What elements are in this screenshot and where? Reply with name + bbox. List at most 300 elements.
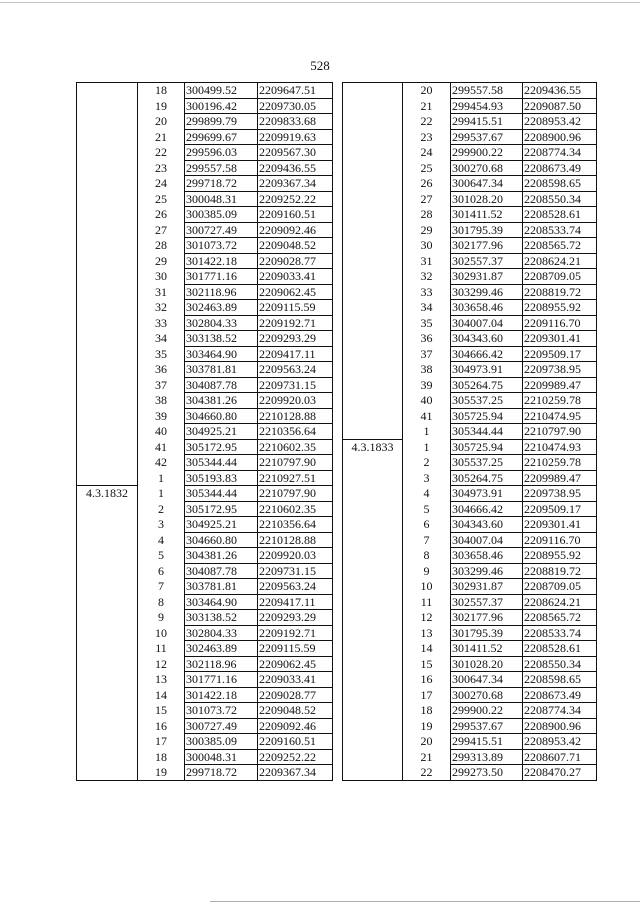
coordinates-table-right: [342, 82, 597, 781]
x-coordinate-cell: 302118.96: [185, 656, 258, 672]
x-coordinate-cell: 300727.49: [185, 718, 258, 734]
x-coordinate-cell: 300499.52: [185, 83, 258, 99]
table-row: [77, 641, 333, 657]
table-row: [77, 610, 333, 626]
point-number-cell: 38: [155, 393, 167, 407]
x-coordinate-cell: 304087.78: [185, 563, 258, 579]
point-number-cell: 30: [420, 238, 433, 252]
x-coordinate-cell: 305725.94: [451, 439, 523, 455]
table-row: [77, 331, 333, 347]
x-coordinate-cell: 299537.67: [451, 718, 523, 734]
point-number-cell: 29: [155, 253, 167, 268]
x-coordinate-cell: 303658.46: [451, 300, 523, 316]
table-row: [343, 98, 597, 114]
y-coordinate-cell: 2208673.49: [523, 160, 597, 176]
point-number-cell: 41: [155, 439, 167, 454]
table-row: [343, 486, 597, 502]
section-cell: [343, 455, 403, 471]
x-coordinate-cell: 301411.52: [451, 641, 523, 657]
x-coordinate-cell: 299313.89: [451, 749, 523, 765]
x-coordinate-cell: 303299.46: [451, 563, 523, 579]
section-cell: [343, 160, 403, 176]
table-row: [77, 625, 333, 641]
section-cell: [343, 424, 403, 440]
point-number-cell: 23: [155, 160, 167, 175]
section-cell: [77, 749, 138, 765]
section-cell: [343, 579, 403, 595]
point-number-cell: 5: [423, 501, 430, 516]
section-cell: [343, 749, 403, 765]
y-coordinate-cell: 2209563.24: [258, 579, 333, 595]
x-coordinate-cell: 303138.52: [185, 610, 258, 626]
table-row: [343, 455, 597, 471]
section-cell: [343, 284, 403, 300]
point-number-cell: 26: [155, 207, 167, 221]
y-coordinate-cell: 2209116.70: [523, 532, 597, 548]
section-cell: [343, 610, 403, 626]
section-cell: [77, 393, 138, 409]
table-row: [343, 470, 597, 486]
x-coordinate-cell: 299557.58: [451, 83, 523, 99]
y-coordinate-cell: 2208955.92: [523, 300, 597, 316]
table-row: [343, 83, 597, 99]
table-row: [343, 718, 597, 734]
point-number-cell: 37: [420, 346, 433, 361]
section-cell: [77, 734, 138, 750]
table-row: [77, 734, 333, 750]
x-coordinate-cell: 305344.44: [185, 486, 258, 502]
section-cell: [343, 563, 403, 579]
point-number-cell: 18: [420, 703, 433, 717]
point-number-cell: 6: [158, 563, 164, 578]
y-coordinate-cell: 2208528.61: [523, 641, 597, 657]
point-number-cell: 6: [423, 517, 430, 531]
section-cell: [77, 439, 138, 455]
table-row: [77, 377, 333, 393]
section-cell: [343, 594, 403, 610]
y-coordinate-cell: 2208955.92: [523, 548, 597, 564]
section-cell: [77, 300, 138, 316]
point-number-cell: 8: [158, 594, 164, 609]
section-cell: [343, 486, 403, 502]
section-cell: [343, 238, 403, 254]
x-coordinate-cell: 301795.39: [451, 222, 523, 238]
x-coordinate-cell: 303299.46: [451, 284, 523, 300]
y-coordinate-cell: 2209509.17: [523, 501, 597, 517]
y-coordinate-cell: 2209989.47: [523, 470, 597, 486]
table-row: [343, 641, 597, 657]
x-coordinate-cell: 304007.04: [451, 315, 523, 331]
section-cell: [77, 222, 138, 238]
table-row: [343, 703, 597, 719]
section-cell: [343, 625, 403, 641]
y-coordinate-cell: 2210797.90: [258, 455, 333, 471]
point-number-cell: 40: [155, 424, 167, 438]
point-number-cell: 19: [420, 718, 433, 733]
section-cell: [343, 331, 403, 347]
y-coordinate-cell: 2208470.27: [523, 765, 597, 781]
y-coordinate-cell: 2208673.49: [523, 687, 597, 703]
point-number-cell: 32: [420, 269, 433, 283]
y-coordinate-cell: 2209028.77: [258, 687, 333, 703]
point-number-cell: 31: [420, 253, 433, 268]
section-cell: [77, 83, 138, 99]
x-coordinate-cell: 305725.94: [451, 408, 523, 424]
point-number-cell: 12: [420, 610, 433, 624]
y-coordinate-cell: 2210128.88: [258, 532, 333, 548]
table-row: [343, 346, 597, 362]
table-row: [343, 253, 597, 269]
section-cell: [77, 191, 138, 207]
section-cell: [77, 470, 138, 486]
table-row: [343, 424, 597, 440]
x-coordinate-cell: 299557.58: [185, 160, 258, 176]
x-coordinate-cell: 305537.25: [451, 455, 523, 471]
y-coordinate-cell: 2210927.51: [258, 470, 333, 486]
section-cell: [343, 83, 403, 99]
section-cell: [77, 563, 138, 579]
y-coordinate-cell: 2208774.34: [523, 703, 597, 719]
section-cell: [77, 703, 138, 719]
table-row: [343, 300, 597, 316]
section-cell: [77, 532, 138, 548]
table-row: [77, 656, 333, 672]
y-coordinate-cell: 2210602.35: [258, 501, 333, 517]
point-number-cell: 10: [420, 579, 433, 593]
x-coordinate-cell: 301422.18: [185, 253, 258, 269]
y-coordinate-cell: 2210474.93: [523, 439, 597, 455]
x-coordinate-cell: 303464.90: [185, 594, 258, 610]
section-cell: [77, 501, 138, 517]
scan-edge-line-bottom: [210, 901, 640, 902]
x-coordinate-cell: 302931.87: [451, 579, 523, 595]
table-row: [343, 129, 597, 145]
y-coordinate-cell: 2208953.42: [523, 114, 597, 130]
x-coordinate-cell: 299899.79: [185, 114, 258, 130]
section-cell: [77, 315, 138, 331]
y-coordinate-cell: 2209033.41: [258, 269, 333, 285]
x-coordinate-cell: 305537.25: [451, 393, 523, 409]
section-cell: [77, 594, 138, 610]
table-row: [343, 393, 597, 409]
point-number-cell: 28: [155, 238, 167, 252]
point-number-cell: 20: [155, 114, 167, 128]
y-coordinate-cell: 2209062.45: [258, 656, 333, 672]
table-row: [77, 486, 333, 502]
table-row: [77, 594, 333, 610]
section-cell: [343, 641, 403, 657]
point-number-cell: 41: [420, 408, 433, 423]
x-coordinate-cell: 303464.90: [185, 346, 258, 362]
point-number-cell: 13: [155, 672, 167, 686]
table-row: [343, 501, 597, 517]
table-row: [77, 455, 333, 471]
y-coordinate-cell: 2209730.05: [258, 98, 333, 114]
table-row: [343, 238, 597, 254]
table-row: [343, 625, 597, 641]
x-coordinate-cell: 304660.80: [185, 408, 258, 424]
x-coordinate-cell: 302804.33: [185, 625, 258, 641]
y-coordinate-cell: 2209028.77: [258, 253, 333, 269]
section-cell: [77, 656, 138, 672]
section-cell: [77, 377, 138, 393]
y-coordinate-cell: 2208550.34: [523, 656, 597, 672]
x-coordinate-cell: 303781.81: [185, 362, 258, 378]
y-coordinate-cell: 2208819.72: [523, 284, 597, 300]
section-cell: [343, 362, 403, 378]
x-coordinate-cell: 304925.21: [185, 517, 258, 533]
section-cell: [77, 718, 138, 734]
y-coordinate-cell: 2209989.47: [523, 377, 597, 393]
point-number-cell: 21: [420, 98, 433, 113]
x-coordinate-cell: 299273.50: [451, 765, 523, 781]
section-cell: [343, 672, 403, 688]
point-number-cell: 33: [420, 284, 433, 299]
y-coordinate-cell: 2209293.29: [258, 610, 333, 626]
y-coordinate-cell: 2209919.63: [258, 129, 333, 145]
point-number-cell: 1: [158, 486, 164, 500]
x-coordinate-cell: 299454.93: [451, 98, 523, 114]
x-coordinate-cell: 301771.16: [185, 269, 258, 285]
table-row: [77, 300, 333, 316]
section-cell: [77, 98, 138, 114]
point-number-cell: 11: [155, 641, 167, 655]
section-cell: [343, 687, 403, 703]
table-row: [77, 579, 333, 595]
table-row: [77, 346, 333, 362]
point-number-cell: 39: [155, 408, 167, 423]
y-coordinate-cell: 2208774.34: [523, 145, 597, 161]
table-row: [343, 176, 597, 192]
x-coordinate-cell: 305344.44: [185, 455, 258, 471]
y-coordinate-cell: 2209417.11: [258, 594, 333, 610]
table-row: [77, 517, 333, 533]
y-coordinate-cell: 2208598.65: [523, 176, 597, 192]
table-row: [343, 672, 597, 688]
y-coordinate-cell: 2209417.11: [258, 346, 333, 362]
y-coordinate-cell: 2208709.05: [523, 579, 597, 595]
point-number-cell: 7: [158, 579, 164, 593]
point-number-cell: 34: [155, 331, 167, 345]
table-row: [343, 315, 597, 331]
point-number-cell: 1: [158, 470, 164, 485]
x-coordinate-cell: 302463.89: [185, 300, 258, 316]
point-number-cell: 24: [420, 145, 433, 159]
point-number-cell: 39: [420, 377, 433, 392]
table-row: [77, 393, 333, 409]
point-number-cell: 30: [155, 269, 167, 283]
section-cell: [343, 718, 403, 734]
point-number-cell: 2: [158, 501, 164, 516]
table-row: [343, 145, 597, 161]
y-coordinate-cell: 2209301.41: [523, 331, 597, 347]
point-number-cell: 19: [138, 765, 185, 781]
point-number-cell: 27: [155, 222, 167, 237]
y-coordinate-cell: 2208900.96: [523, 718, 597, 734]
point-number-cell: 26: [420, 176, 433, 190]
y-coordinate-cell: 2210797.90: [523, 424, 597, 440]
y-coordinate-cell: 2209436.55: [258, 160, 333, 176]
x-coordinate-cell: 299415.51: [451, 114, 523, 130]
point-number-cell: 22: [420, 114, 433, 128]
x-coordinate-cell: 302557.37: [451, 253, 523, 269]
y-coordinate-cell: 2209160.51: [258, 734, 333, 750]
table-row: [343, 579, 597, 595]
table-row: [77, 718, 333, 734]
point-number-cell: 24: [155, 176, 167, 190]
page-number: 528: [310, 58, 330, 73]
table-row: [77, 269, 333, 285]
point-number-cell: 4: [158, 532, 164, 547]
table-row: [343, 191, 597, 207]
y-coordinate-cell: 2209647.51: [258, 83, 333, 99]
y-coordinate-cell: 2209833.68: [258, 114, 333, 130]
x-coordinate-cell: 303781.81: [185, 579, 258, 595]
x-coordinate-cell: 299718.72: [185, 176, 258, 192]
table-row: [343, 207, 597, 223]
section-cell: [77, 269, 138, 285]
point-number-cell: 2: [423, 455, 430, 469]
section-cell: [343, 517, 403, 533]
x-coordinate-cell: 300270.68: [451, 160, 523, 176]
y-coordinate-cell: 2208624.21: [523, 253, 597, 269]
y-coordinate-cell: 2209062.45: [258, 284, 333, 300]
section-cell: [77, 408, 138, 424]
point-number-cell: 27: [420, 191, 433, 206]
point-number-cell: 3: [423, 470, 430, 485]
x-coordinate-cell: 300270.68: [451, 687, 523, 703]
section-cell: [343, 532, 403, 548]
x-coordinate-cell: 299415.51: [451, 734, 523, 750]
y-coordinate-cell: 2209920.03: [258, 548, 333, 564]
point-number-cell: 13: [420, 625, 433, 640]
table-row: [343, 439, 597, 455]
section-cell: [77, 176, 138, 192]
section-cell: [343, 377, 403, 393]
table-row: [77, 253, 333, 269]
table-row: [343, 114, 597, 130]
table-row: [77, 703, 333, 719]
point-number-cell: 14: [420, 641, 433, 655]
point-number-cell: 17: [155, 734, 167, 748]
x-coordinate-cell: 301028.20: [451, 656, 523, 672]
x-coordinate-cell: 301422.18: [185, 687, 258, 703]
y-coordinate-cell: 2210259.78: [523, 455, 597, 471]
x-coordinate-cell: 299596.03: [185, 145, 258, 161]
x-coordinate-cell: 305264.75: [451, 377, 523, 393]
section-cell: [77, 672, 138, 688]
y-coordinate-cell: 2208607.71: [523, 749, 597, 765]
x-coordinate-cell: 299537.67: [451, 129, 523, 145]
x-coordinate-cell: 302177.96: [451, 238, 523, 254]
section-cell: [77, 424, 138, 440]
point-number-cell: 16: [155, 718, 167, 733]
point-number-cell: 19: [155, 98, 167, 113]
point-number-cell: 36: [155, 362, 167, 376]
x-coordinate-cell: 299900.22: [451, 703, 523, 719]
section-cell: [343, 765, 403, 781]
x-coordinate-cell: 304381.26: [185, 393, 258, 409]
y-coordinate-cell: 2208598.65: [523, 672, 597, 688]
table-row: [343, 532, 597, 548]
section-cell: [343, 207, 403, 223]
y-coordinate-cell: 2209293.29: [258, 331, 333, 347]
section-cell: 4.3.1833: [343, 439, 403, 455]
x-coordinate-cell: 302804.33: [185, 315, 258, 331]
table-row: [77, 145, 333, 161]
y-coordinate-cell: 2210797.90: [258, 486, 333, 502]
table-row: [343, 610, 597, 626]
x-coordinate-cell: 300385.09: [185, 207, 258, 223]
point-number-cell: 3: [158, 517, 164, 531]
table-row: [343, 687, 597, 703]
section-cell: [343, 269, 403, 285]
section-cell: [77, 579, 138, 595]
table-row: [77, 315, 333, 331]
section-cell: [343, 300, 403, 316]
x-coordinate-cell: 299900.22: [451, 145, 523, 161]
x-coordinate-cell: 301771.16: [185, 672, 258, 688]
section-cell: [343, 548, 403, 564]
x-coordinate-cell: 304666.42: [451, 346, 523, 362]
point-number-cell: 20: [420, 734, 433, 748]
section-cell: [77, 641, 138, 657]
y-coordinate-cell: 2209048.52: [258, 238, 333, 254]
table-row: [77, 284, 333, 300]
section-cell: [77, 610, 138, 626]
x-coordinate-cell: 299718.72: [185, 765, 258, 781]
y-coordinate-cell: 2210474.95: [523, 408, 597, 424]
table-row: [343, 377, 597, 393]
table-row: [343, 160, 597, 176]
section-cell: [77, 238, 138, 254]
x-coordinate-cell: 304973.91: [451, 486, 523, 502]
section-cell: [77, 548, 138, 564]
y-coordinate-cell: 2208565.72: [523, 610, 597, 626]
x-coordinate-cell: 300196.42: [185, 98, 258, 114]
y-coordinate-cell: 2208533.74: [523, 222, 597, 238]
x-coordinate-cell: 304666.42: [451, 501, 523, 517]
section-cell: [343, 703, 403, 719]
scan-edge-line: [0, 2, 640, 3]
point-number-cell: 31: [155, 284, 167, 299]
point-number-cell: 35: [155, 346, 167, 361]
section-cell: [343, 734, 403, 750]
y-coordinate-cell: 2209567.30: [258, 145, 333, 161]
point-number-cell: 17: [420, 687, 433, 702]
table-row: [343, 548, 597, 564]
point-number-cell: 11: [420, 594, 433, 609]
point-number-cell: 16: [420, 672, 433, 686]
section-cell: [77, 331, 138, 347]
x-coordinate-cell: 304381.26: [185, 548, 258, 564]
point-number-cell: 1: [423, 424, 430, 438]
y-coordinate-cell: 2209115.59: [258, 300, 333, 316]
point-number-cell: 21: [155, 129, 167, 144]
y-coordinate-cell: 2208953.42: [523, 734, 597, 750]
x-coordinate-cell: 300048.31: [185, 191, 258, 207]
section-cell: [343, 315, 403, 331]
table-row: [77, 207, 333, 223]
x-coordinate-cell: 300647.34: [451, 176, 523, 192]
table-row: [343, 362, 597, 378]
section-cell: [77, 114, 138, 130]
table-row: [343, 408, 597, 424]
table-row: [77, 501, 333, 517]
y-coordinate-cell: 2208565.72: [523, 238, 597, 254]
section-cell: [343, 346, 403, 362]
table-row: [77, 470, 333, 486]
